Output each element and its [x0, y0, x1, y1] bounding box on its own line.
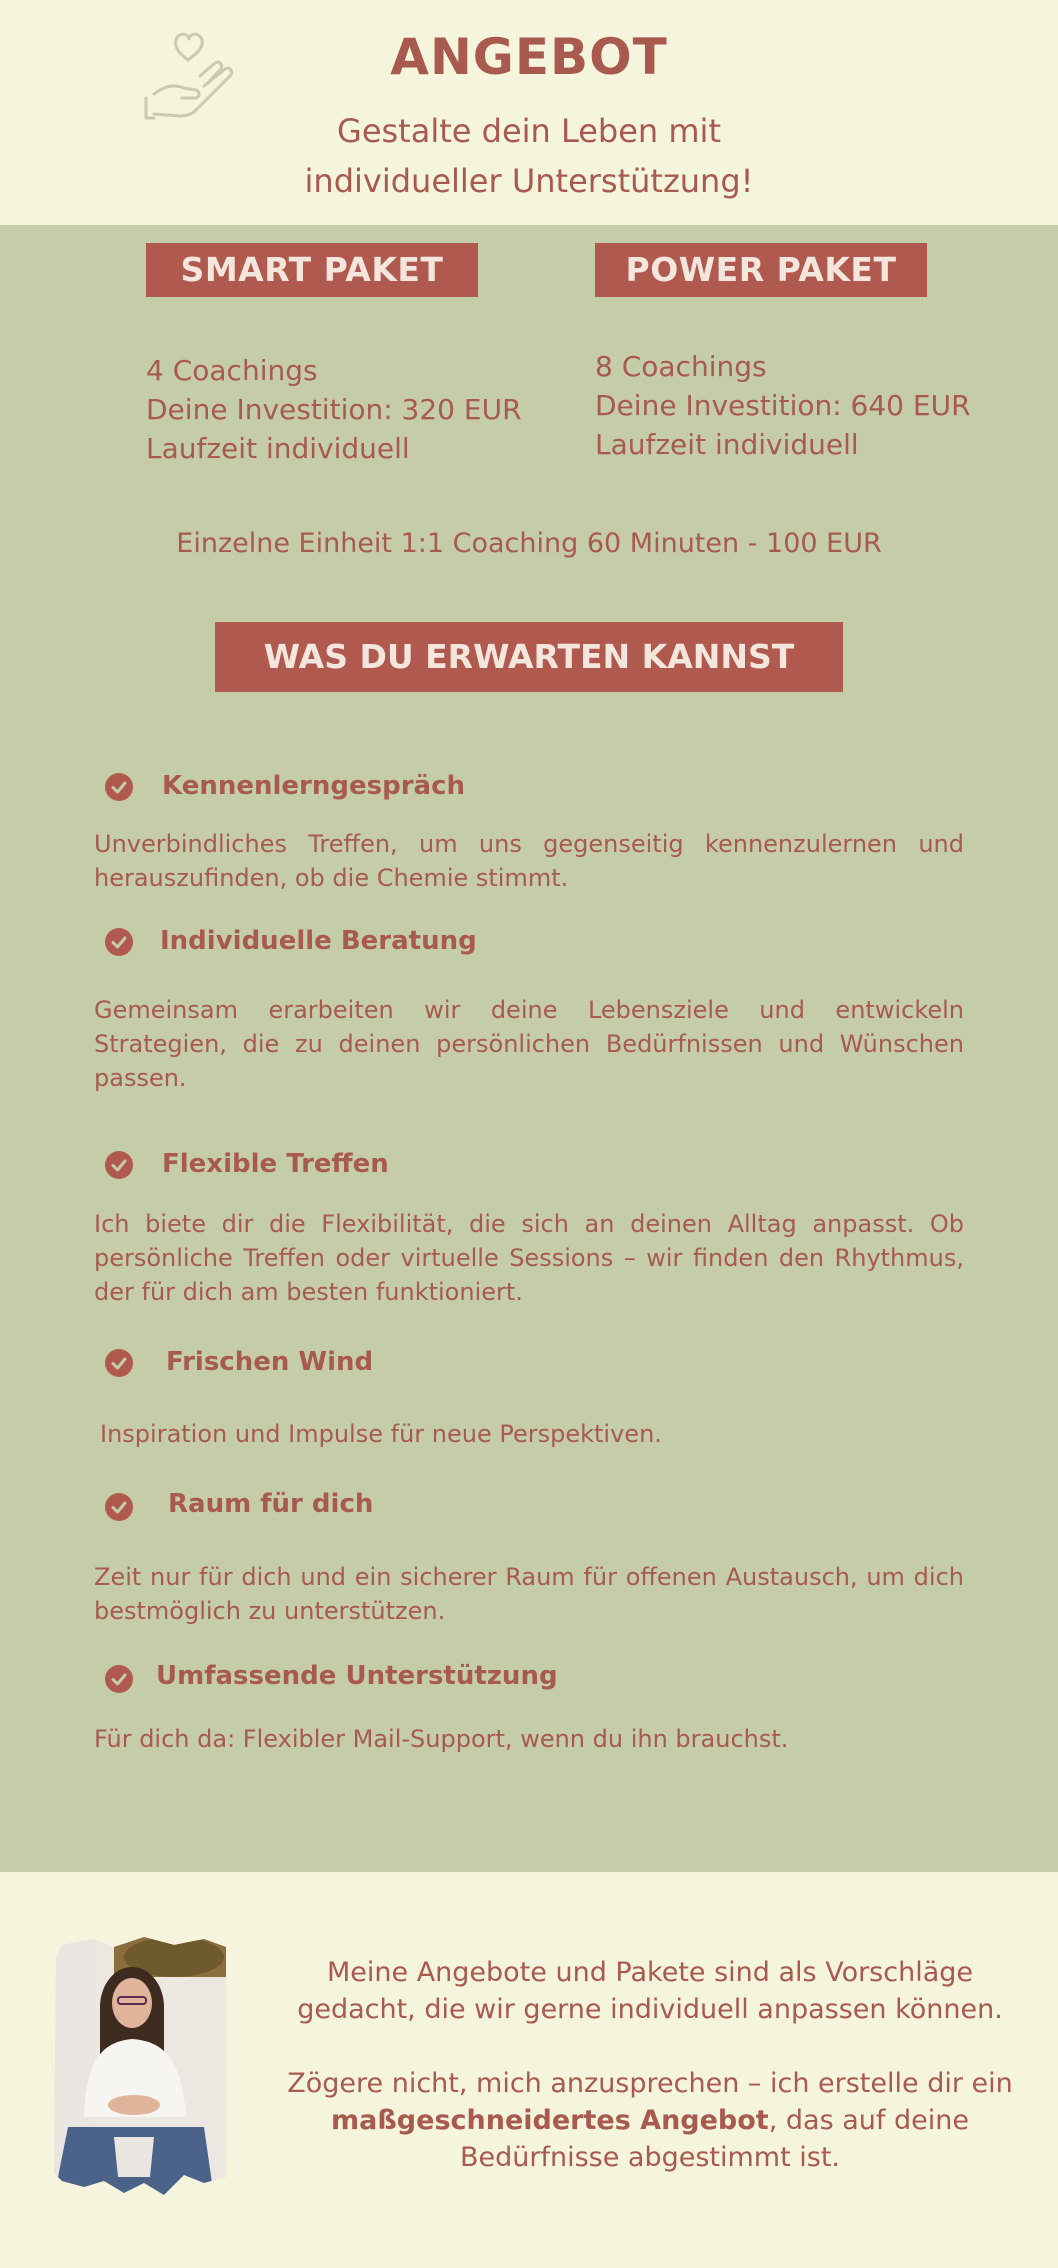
check-circle-icon	[105, 1493, 133, 1521]
header	[0, 0, 1058, 225]
subtitle-line-2: individueller Unterstützung!	[304, 162, 754, 200]
check-circle-icon	[105, 928, 133, 956]
closing-section	[0, 1872, 1058, 2268]
package-duration: Laufzeit individuell	[146, 432, 410, 465]
feature-title: Raum für dich	[168, 1489, 374, 1519]
check-circle-icon	[105, 773, 133, 801]
feature-description: Gemeinsam erarbeiten wir deine Lebensziele und entwickeln Strategien, die zu deinen persönlichen Bedürfnissen und Wünschen passen.	[94, 996, 964, 1092]
feature-title: Flexible Treffen	[162, 1149, 389, 1179]
page-title: ANGEBOT	[390, 28, 668, 86]
coach-portrait-photo	[54, 1937, 226, 2197]
package-coachings: 4 Coachings	[146, 354, 318, 387]
check-circle-icon	[105, 1349, 133, 1377]
feature-description: Unverbindliches Treffen, um uns gegenseitig kennenzulernen und herauszufinden, ob die Chemie stimmt.	[94, 830, 964, 892]
package-price: Deine Investition: 320 EUR	[146, 393, 522, 426]
closing-highlight: maßgeschneidertes Angebot	[331, 2105, 769, 2136]
package-price: Deine Investition: 640 EUR	[595, 389, 971, 422]
feature-title: Frischen Wind	[166, 1347, 374, 1377]
feature-description: Ich biete dir die Flexibilität, die sich an deinen Alltag anpasst. Ob persönliche Treffen oder virtuelle Sessions – wir finden den Rhythmus, der für dich am besten funktioniert.	[94, 1210, 964, 1306]
package-duration: Laufzeit individuell	[595, 428, 859, 461]
feature-description: Inspiration und Impulse für neue Perspektiven.	[100, 1420, 662, 1448]
check-circle-icon	[105, 1151, 133, 1179]
single-session-price: Einzelne Einheit 1:1 Coaching 60 Minuten - 100 EUR	[176, 528, 882, 559]
feature-description: Für dich da: Flexibler Mail-Support, wenn du ihn brauchst.	[94, 1725, 789, 1753]
package-coachings: 8 Coachings	[595, 350, 767, 383]
offer-section	[0, 225, 1058, 1872]
smart-package-banner: SMART PAKET	[146, 243, 478, 297]
expect-heading-banner: WAS DU ERWARTEN KANNST	[215, 622, 843, 692]
check-circle-icon	[105, 1665, 133, 1693]
feature-title: Umfassende Unterstützung	[156, 1661, 558, 1691]
closing-paragraph-2	[270, 2065, 1030, 2176]
feature-title: Individuelle Beratung	[160, 926, 477, 956]
closing-paragraph-1: Meine Angebote und Pakete sind als Vorschläge gedacht, die wir gerne individuell anpassen können.	[297, 1957, 1003, 2025]
power-package-details	[595, 347, 971, 464]
subtitle-line-1: Gestalte dein Leben mit	[337, 112, 721, 150]
smart-package-details	[146, 351, 522, 468]
page-subtitle	[200, 106, 858, 206]
feature-description: Zeit nur für dich und ein sicherer Raum für offenen Austausch, um dich bestmöglich zu unterstützen.	[94, 1563, 964, 1625]
closing-text-end: , das auf deine Bedürfnisse abgestimmt ist.	[459, 2105, 969, 2173]
closing-text-start: Zögere nicht, mich anzusprechen – ich erstelle dir ein	[287, 2068, 1013, 2099]
feature-title: Kennenlerngespräch	[162, 771, 465, 801]
power-package-banner: POWER PAKET	[595, 243, 927, 297]
